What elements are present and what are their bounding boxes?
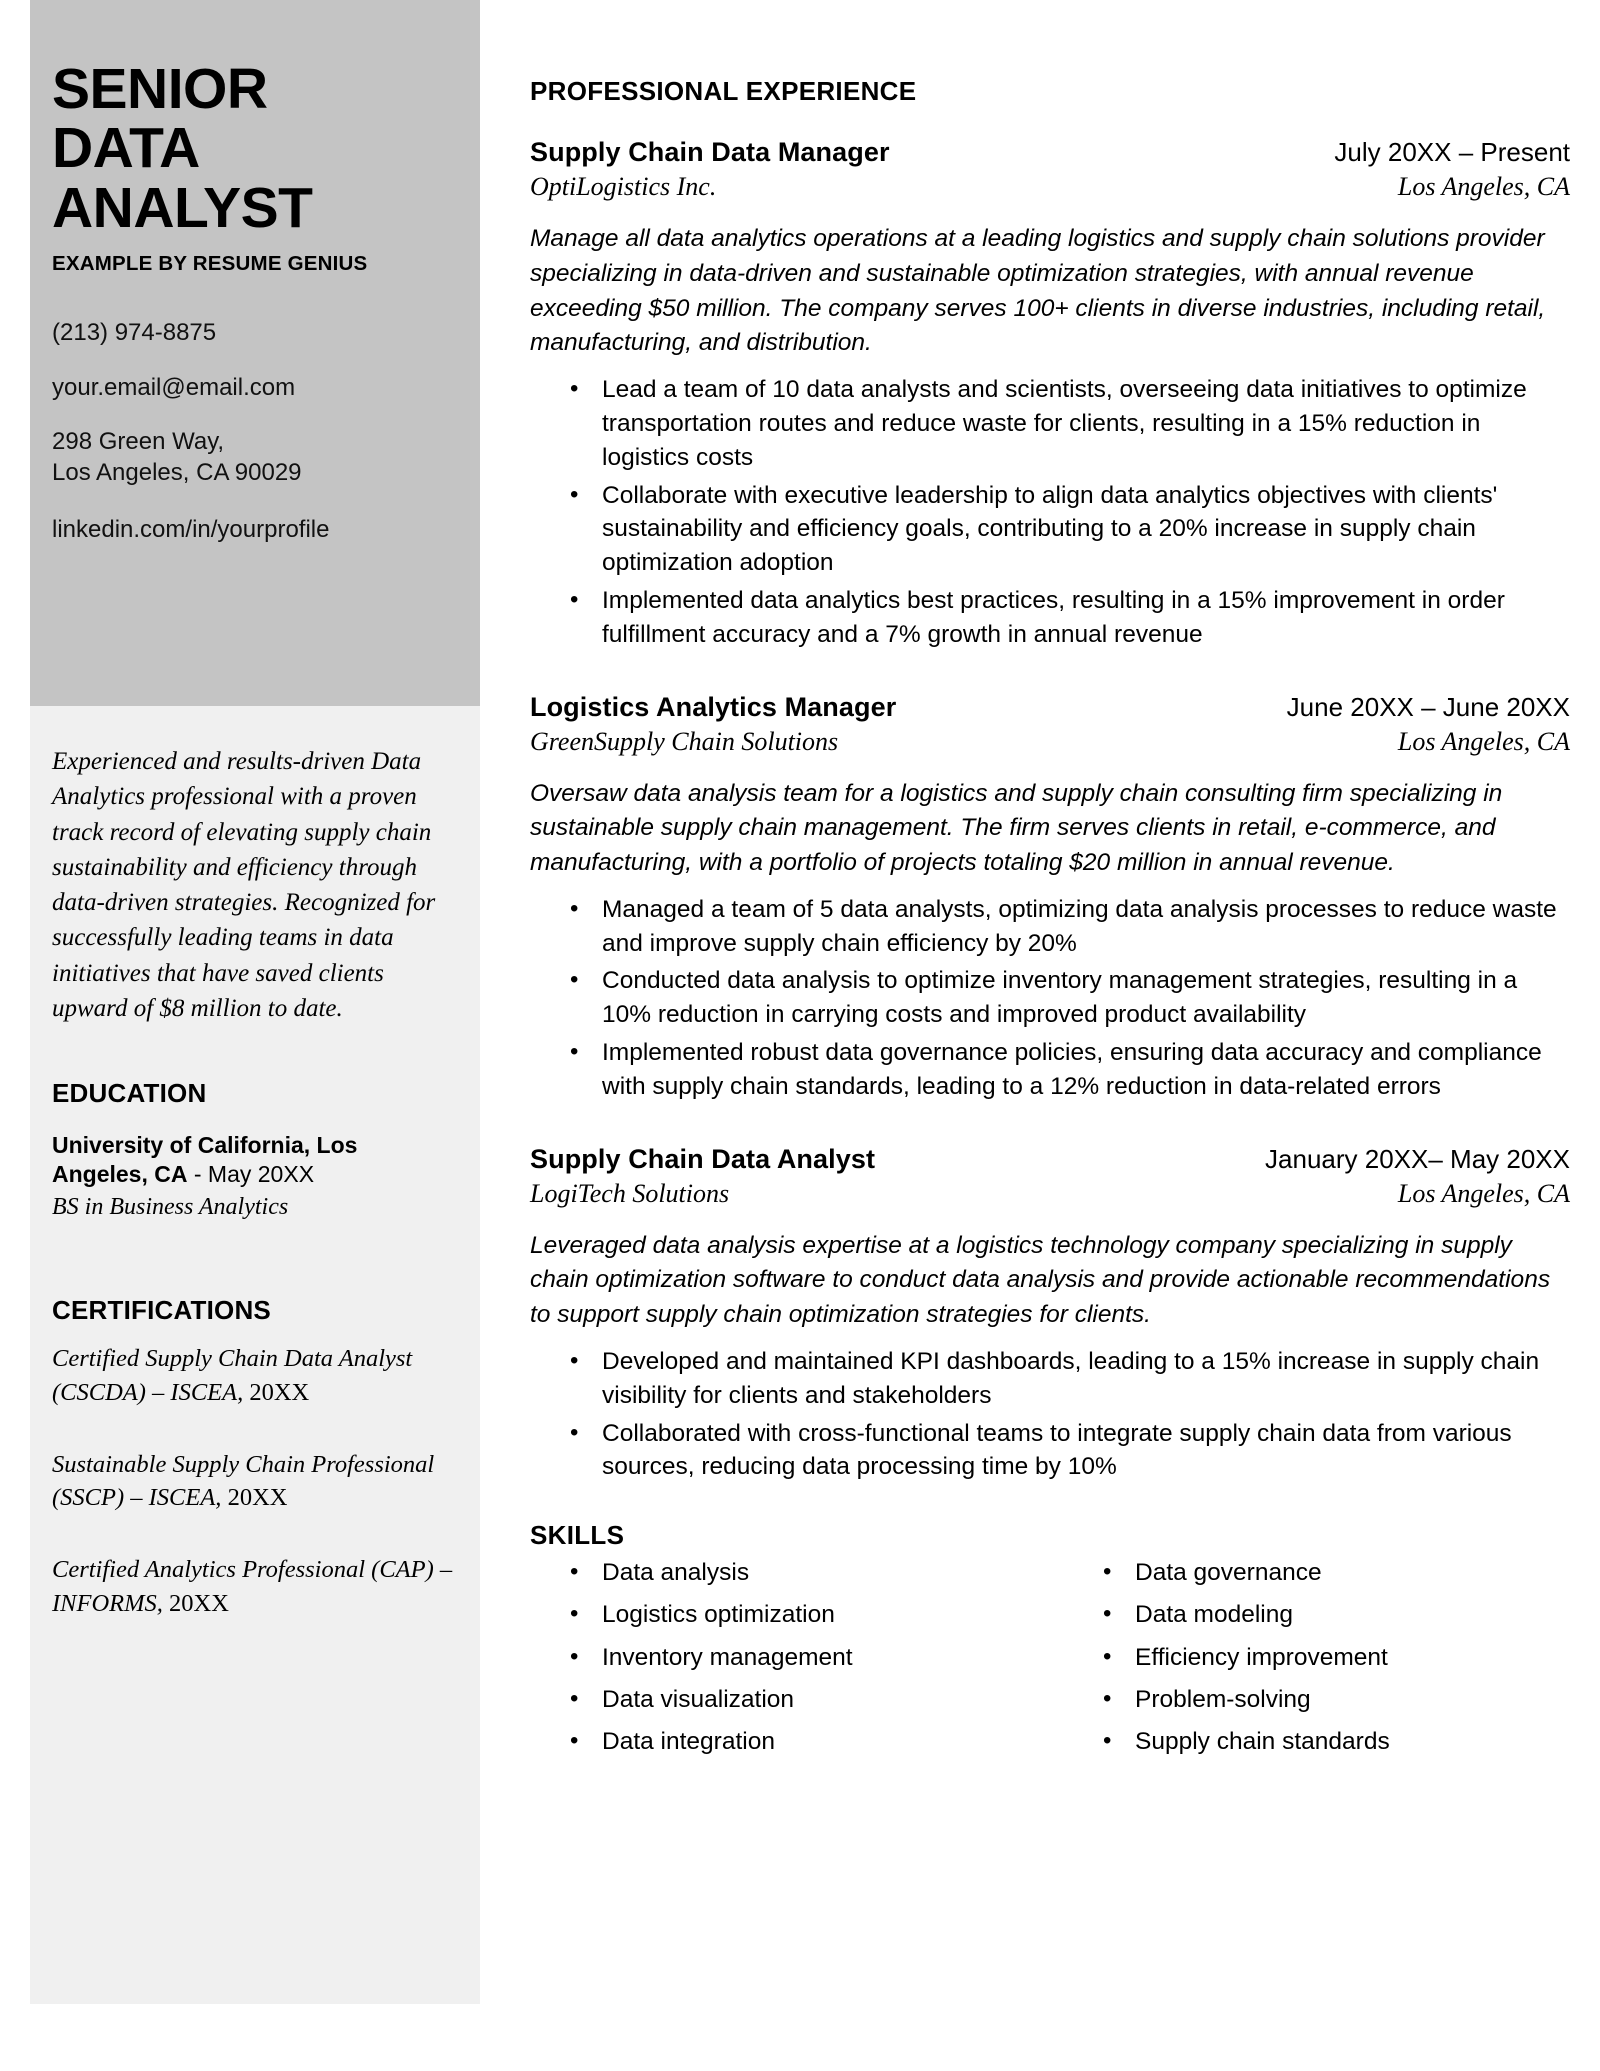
certification-year: 20XX <box>169 1590 229 1618</box>
job-description: Manage all data analytics operations at a leading logistics and supply chain solutions provider specializing in data-driven and sustainable optimization strategies, with annual revenue exceeding $50 million. The company serves 100+ clients in diverse industries, including retail, manufacturing, and distribution. <box>530 225 1546 357</box>
skills-heading: SKILLS <box>530 1520 625 1551</box>
job-bullet: • Developed and maintained KPI dashboards, leading to a 15% increase in supply chain visibility for clients and stakeholders <box>530 1345 1570 1413</box>
job-entry <box>530 692 1570 1104</box>
certification-title: Certified Analytics Professional (CAP) – INFORMS, <box>52 1556 453 1618</box>
sidebar-body <box>30 744 480 1621</box>
job-description: Leveraged data analysis expertise at a logistics technology company specializing in supply chain optimization software to conduct data analysis and provide actionable recommendations to support supply chain optimization strategies for clients. <box>530 1231 1551 1329</box>
job-location: Los Angeles, CA <box>1397 172 1570 201</box>
job-bullet: • Managed a team of 5 data analysts, optimizing data analysis processes to reduce waste and improve supply chain efficiency by 20% <box>530 893 1570 961</box>
skill-item: • Data analysis <box>530 1559 1037 1587</box>
skill-item: • Problem-solving <box>1063 1686 1570 1714</box>
job-title-row <box>530 137 1570 168</box>
skills-column-left <box>530 1559 1037 1770</box>
certification-year: 20XX <box>249 1378 310 1406</box>
job-bullet-list <box>530 1345 1570 1484</box>
certification-item <box>52 1342 458 1410</box>
sidebar-header <box>30 0 480 706</box>
job-bullet: • Collaborate with executive leadership to align data analytics objectives with clients' sustainability and efficiency goals, contributing to a 20% increase in supply chain optimization adoption <box>530 479 1570 580</box>
skill-item: • Data modeling <box>1063 1601 1570 1629</box>
job-bullet: • Collaborated with cross-functional teams to integrate supply chain data from various sources, reducing data processing time by 10% <box>530 1417 1570 1485</box>
education-date: - May 20XX <box>187 1161 315 1188</box>
skill-item: • Logistics optimization <box>530 1601 1037 1629</box>
address-line-2: Los Angeles, CA 90029 <box>52 458 302 486</box>
education-school <box>52 1131 458 1190</box>
education-degree: BS in Business Analytics <box>52 1193 289 1220</box>
contact-phone: (213) 974-8875 <box>52 318 217 346</box>
job-company-row <box>530 727 1570 757</box>
job-location: Los Angeles, CA <box>1397 726 1570 756</box>
job-company-row <box>530 172 1570 202</box>
resume-byline: EXAMPLE BY RESUME GENIUS <box>52 251 368 275</box>
contact-linkedin[interactable]: linkedin.com/in/yourprofile <box>52 515 330 543</box>
professional-summary: Experienced and results-driven Data Analytics professional with a proven track record of elevating supply chain sustainability and efficiency through data-driven strategies. Recognized for successfully leading teams in data initiatives that have saved clients upward of $8 million to date. <box>52 748 436 1022</box>
certification-item <box>52 1448 458 1516</box>
address-line-1: 298 Green Way, <box>52 428 225 456</box>
job-title-row <box>530 692 1570 723</box>
contact-block <box>52 318 458 546</box>
resume-name-line-3: ANALYST <box>52 175 313 240</box>
job-company: LogiTech Solutions <box>530 1178 730 1208</box>
skills-column-right <box>1063 1559 1570 1770</box>
professional-experience-heading: PROFESSIONAL EXPERIENCE <box>530 76 917 106</box>
job-company-row <box>530 1179 1570 1209</box>
job-title: Logistics Analytics Manager <box>530 691 897 722</box>
resume-name-line-2: DATA <box>52 116 200 181</box>
certification-title: Sustainable Supply Chain Professional (SSCP) – ISCEA, <box>52 1450 435 1512</box>
certifications-heading: CERTIFICATIONS <box>52 1295 271 1326</box>
job-bullet: • Conducted data analysis to optimize inventory management strategies, resulting in a 10% reduction in carrying costs and improved product availability <box>530 964 1570 1032</box>
job-bullet-list <box>530 373 1570 651</box>
skill-item: • Data governance <box>1063 1559 1570 1587</box>
contact-address <box>52 427 458 488</box>
job-description: Oversaw data analysis team for a logistics and supply chain consulting firm specializing in sustainable supply chain management. The firm serves clients in retail, e-commerce, and manufacturing, with a portfolio of projects totaling $20 million in annual revenue. <box>530 779 1503 877</box>
skill-item: • Efficiency improvement <box>1063 1644 1570 1672</box>
job-bullet: • Implemented robust data governance policies, ensuring data accuracy and compliance with supply chain standards, leading to a 12% reduction in data-related errors <box>530 1036 1570 1104</box>
job-title: Supply Chain Data Manager <box>530 137 890 167</box>
job-title: Supply Chain Data Analyst <box>530 1143 876 1174</box>
education-school-name: University of California, Los Angeles, CA <box>52 1132 358 1188</box>
skill-item: • Supply chain standards <box>1063 1728 1570 1756</box>
job-dates: June 20XX – June 20XX <box>1286 691 1570 722</box>
skills-grid <box>530 1559 1570 1770</box>
job-bullet: • Implemented data analytics best practices, resulting in a 15% improvement in order fulfillment accuracy and a 7% growth in annual revenue <box>530 584 1570 652</box>
education-entry <box>52 1131 458 1223</box>
job-company: GreenSupply Chain Solutions <box>530 726 839 756</box>
education-heading: EDUCATION <box>52 1078 207 1108</box>
job-location: Los Angeles, CA <box>1397 1178 1570 1208</box>
job-title-row <box>530 1144 1570 1175</box>
job-dates: July 20XX – Present <box>1334 137 1570 167</box>
job-bullet-list <box>530 893 1570 1104</box>
job-entry <box>530 137 1570 652</box>
contact-email[interactable]: your.email@email.com <box>52 373 296 401</box>
certification-year: 20XX <box>227 1484 288 1512</box>
job-entry <box>530 1144 1570 1485</box>
skill-item: • Inventory management <box>530 1644 1037 1672</box>
job-company: OptiLogistics Inc. <box>530 172 717 201</box>
job-dates: January 20XX– May 20XX <box>1265 1143 1570 1174</box>
certification-title: Certified Supply Chain Data Analyst (CSCDA) – ISCEA, <box>52 1345 413 1406</box>
certification-item <box>52 1553 458 1621</box>
resume-name-line-1: SENIOR <box>52 57 268 121</box>
skill-item: • Data integration <box>530 1728 1037 1756</box>
main-column <box>530 0 1570 1770</box>
sidebar <box>30 0 480 2004</box>
skill-item: • Data visualization <box>530 1686 1037 1714</box>
job-bullet: • Lead a team of 10 data analysts and scientists, overseeing data initiatives to optimize transportation routes and reduce waste for clients, resulting in a 15% reduction in logistics costs <box>530 373 1570 474</box>
